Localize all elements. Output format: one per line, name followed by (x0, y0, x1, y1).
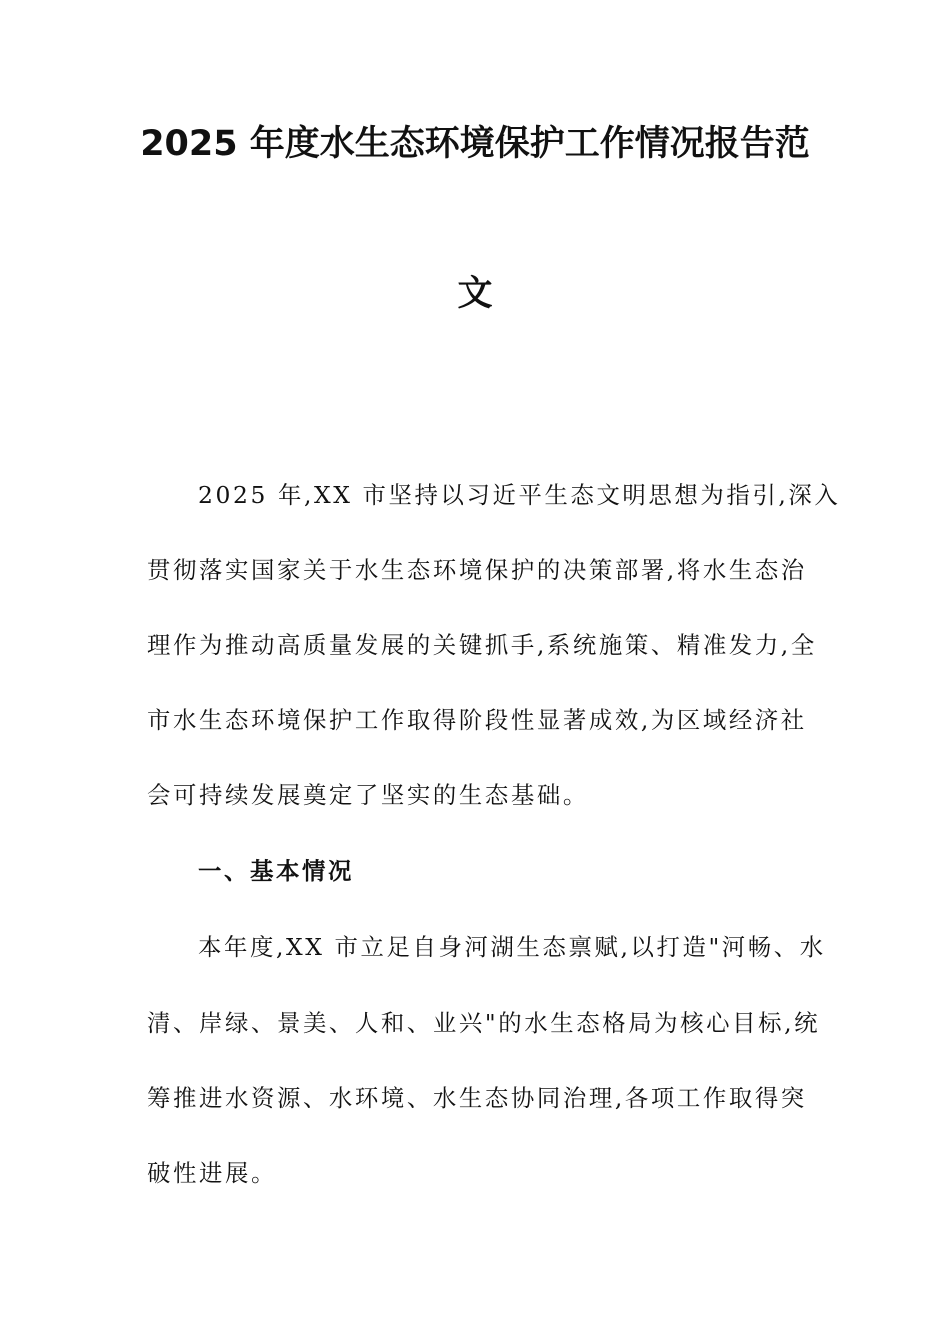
document-title-line-2: 文 (457, 274, 493, 314)
paragraph-2-line-1: 本年度,XX 市立足自身河湖生态禀赋,以打造"河畅、水 (198, 933, 826, 961)
section-heading-basic-situation: 一、基本情况 (198, 857, 354, 885)
paragraph-1-line-2: 贯彻落实国家关于水生态环境保护的决策部署,将水生态治 (147, 556, 807, 584)
paragraph-1-line-5: 会可持续发展奠定了坚实的生态基础。 (147, 781, 589, 809)
paragraph-2-line-2: 清、岸绿、景美、人和、业兴"的水生态格局为核心目标,统 (147, 1009, 821, 1037)
paragraph-2-line-4: 破性进展。 (147, 1159, 277, 1187)
paragraph-1-line-3: 理作为推动高质量发展的关键抓手,系统施策、精准发力,全 (147, 631, 817, 659)
document-title-line-1: 2025 年度水生态环境保护工作情况报告范 (140, 124, 810, 164)
paragraph-1-line-4: 市水生态环境保护工作取得阶段性显著成效,为区域经济社 (147, 706, 807, 734)
paragraph-2-line-3: 筹推进水资源、水环境、水生态协同治理,各项工作取得突 (147, 1084, 807, 1112)
paragraph-1-line-1: 2025 年,XX 市坚持以习近平生态文明思想为指引,深入 (198, 481, 841, 509)
